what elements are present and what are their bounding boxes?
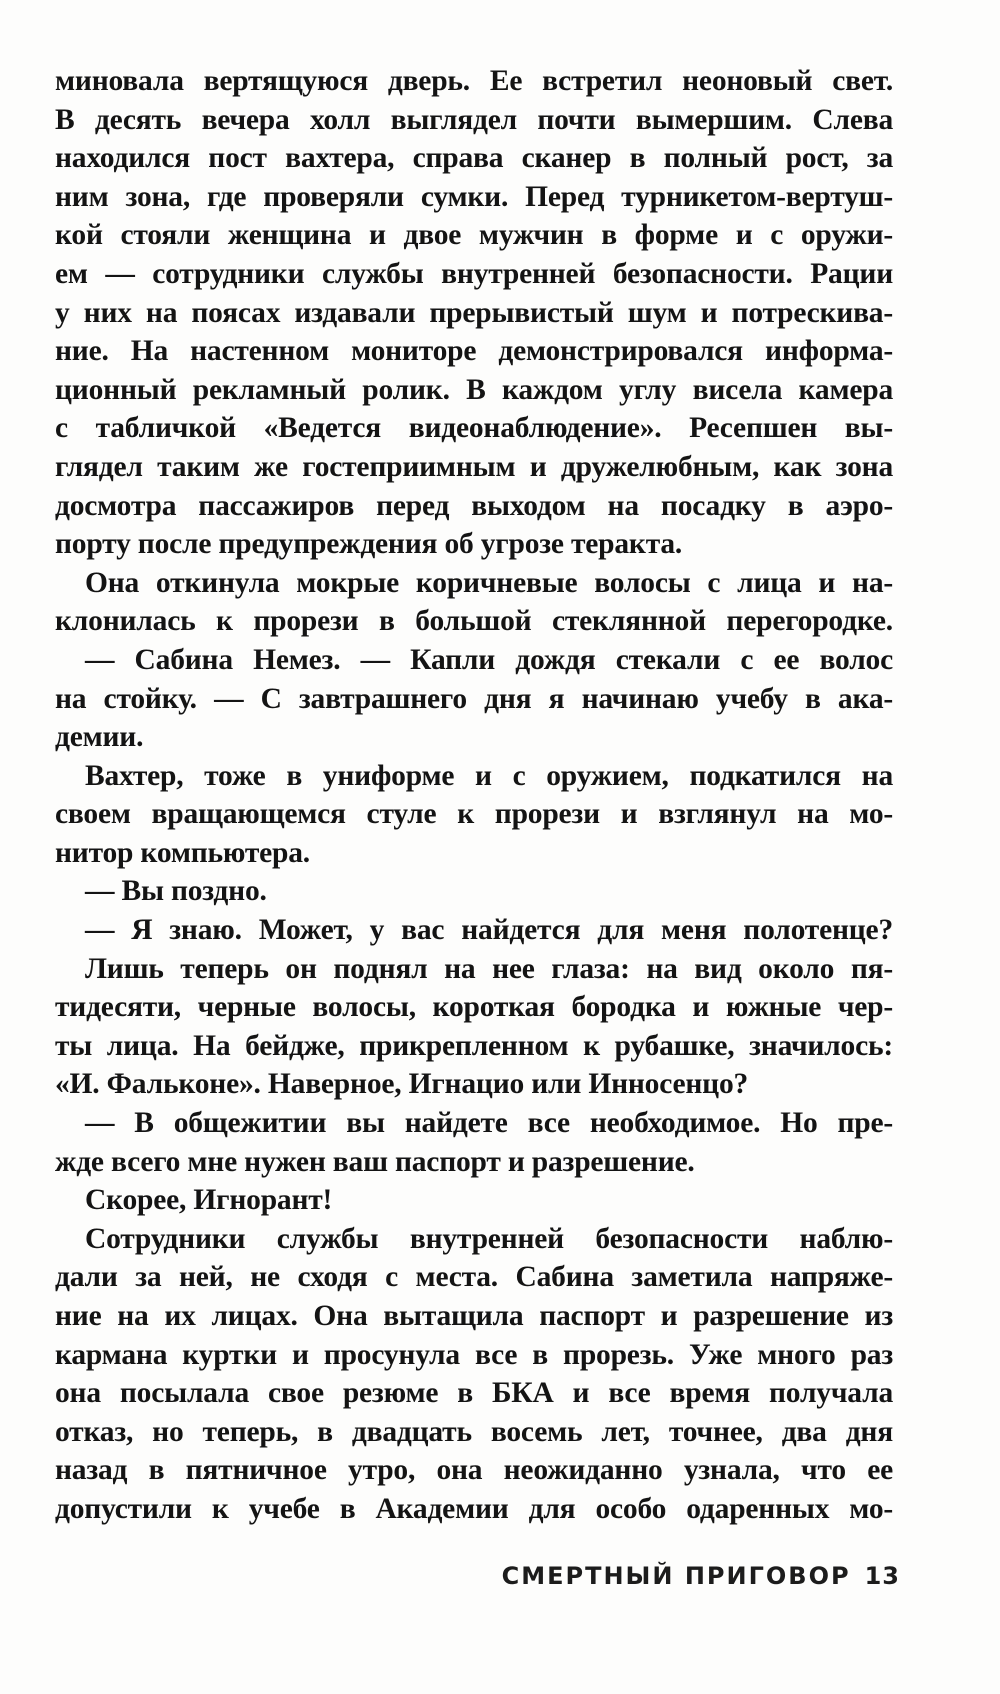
text-line: с табличкой «Ведется видеонаблюдение». Ресепшен вы-: [55, 412, 893, 445]
text-line: она посылала свое резюме в БКА и все время получала: [55, 1377, 893, 1410]
text-line: — Вы поздно.: [85, 875, 267, 908]
text-line: Сотрудники службы внутренней безопасности наблю-: [85, 1222, 893, 1255]
text-line: ние. На настенном мониторе демонстрировался информа-: [55, 335, 893, 368]
text-line: досмотра пассажиров перед выходом на посадку в аэро-: [55, 489, 893, 522]
text-line: демии.: [55, 721, 144, 754]
text-line: на стойку. — С завтрашнего дня я начинаю учебу в ака-: [55, 682, 893, 715]
text-line: порту после предупреждения об угрозе теракта.: [55, 528, 683, 561]
text-line: глядел таким же гостеприимным и дружелюбным, как зона: [55, 450, 893, 483]
text-line: — В общежитии вы найдете все необходимое. Но пре-: [85, 1107, 893, 1140]
text-line: ты лица. На бейдже, прикрепленном к рубашке, значилось:: [55, 1029, 893, 1062]
text-line: миновала вертящуюся дверь. Ее встретил неоновый свет.: [55, 65, 893, 97]
text-line: — Я знаю. Может, у вас найдется для меня полотенце?: [85, 914, 893, 947]
text-line: клонилась к прорези в большой стеклянной перегородке.: [55, 605, 893, 638]
text-line: дали за ней, не сходя с места. Сабина заметила напряже-: [55, 1261, 893, 1294]
text-line: находился пост вахтера, справа сканер в полный рост, за: [55, 142, 893, 175]
text-line: допустили к учебе в Академии для особо одаренных мо-: [55, 1492, 893, 1525]
text-line: тидесяти, черные волосы, короткая бородка и южные чер-: [55, 991, 893, 1024]
body-text: [55, 62, 893, 1529]
text-line: назад в пятничное утро, она неожиданно узнала, что ее: [55, 1454, 893, 1487]
text-line: Скорее, Игнорант!: [85, 1184, 333, 1217]
page-footer: [470, 1562, 900, 1602]
text-line: кармана куртки и просунула все в прорезь. Уже много раз: [55, 1338, 893, 1371]
text-line: В десять вечера холл выглядел почти вымершим. Слева: [55, 103, 893, 136]
text-line: ние на их лицах. Она вытащила паспорт и разрешение из: [55, 1300, 893, 1332]
text-line: — Сабина Немез. — Капли дождя стекали с ее волос: [85, 643, 893, 676]
text-line: Вахтер, тоже в униформе и с оружием, подкатился на: [85, 759, 893, 792]
text-line: у них на поясах издавали прерывистый шум и потрескива-: [55, 296, 893, 329]
page-number: 13: [864, 1562, 900, 1590]
text-line: Лишь теперь он поднял на нее глаза: на вид около пя-: [85, 952, 893, 985]
text-line: жде всего мне нужен ваш паспорт и разрешение.: [55, 1145, 695, 1178]
text-line: кой стояли женщина и двое мужчин в форме и с оружи-: [55, 219, 893, 252]
text-line: «И. Фальконе». Наверное, Игнацио или Инносенцо?: [55, 1068, 749, 1101]
running-title: СМЕРТНЫЙ ПРИГОВОР: [501, 1562, 851, 1590]
text-line: ем — сотрудники службы внутренней безопасности. Рации: [55, 257, 893, 290]
text-line: ним зона, где проверяли сумки. Перед турникетом-вертуш-: [55, 180, 893, 213]
text-line: Она откинула мокрые коричневые волосы с лица и на-: [85, 566, 893, 599]
text-line: своем вращающемся стуле к прорези и взглянул на мо-: [55, 798, 893, 831]
text-line: отказ, но теперь, в двадцать восемь лет, точнее, два дня: [55, 1415, 893, 1448]
text-line: нитор компьютера.: [55, 836, 310, 869]
text-line: ционный рекламный ролик. В каждом углу висела камера: [55, 373, 893, 406]
